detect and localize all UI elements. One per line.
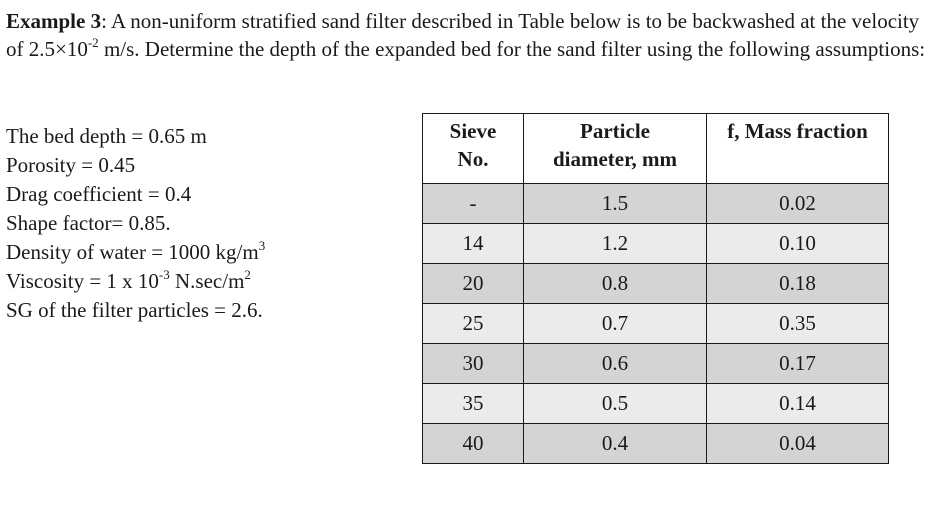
table-row xyxy=(423,384,889,424)
assumption-shape-factor: Shape factor= 0.85. xyxy=(6,211,171,235)
table-header-row xyxy=(423,114,889,184)
sieve-table xyxy=(422,113,889,464)
cell-diameter: 1.2 xyxy=(524,224,707,264)
header-sieve-no xyxy=(423,114,524,184)
cell-sieve: 35 xyxy=(423,384,524,424)
assumption-specific-gravity: SG of the filter particles = 2.6. xyxy=(6,298,263,322)
problem-text-a: : A non-uniform stratified sand filter described in Table below is to be backwashed at the velocity of 2.5×10 xyxy=(6,9,920,61)
header-diam-line1: Particle xyxy=(580,119,650,143)
table-row xyxy=(423,304,889,344)
cell-diameter: 0.6 xyxy=(524,344,707,384)
cell-sieve: 40 xyxy=(423,424,524,464)
cell-diameter: 0.7 xyxy=(524,304,707,344)
density-text: Density of water = 1000 kg/m xyxy=(6,240,259,264)
viscosity-text-a: Viscosity = 1 x 10 xyxy=(6,269,159,293)
table-row xyxy=(423,424,889,464)
header-sieve-line1: Sieve xyxy=(449,119,497,143)
assumption-porosity: Porosity = 0.45 xyxy=(6,153,136,177)
table-row xyxy=(423,184,889,224)
cell-sieve: 20 xyxy=(423,264,524,304)
cell-diameter: 0.8 xyxy=(524,264,707,304)
cell-sieve: 30 xyxy=(423,344,524,384)
cell-sieve: - xyxy=(423,184,524,224)
assumption-bed-depth: The bed depth = 0.65 m xyxy=(6,124,207,148)
example-label: Example 3 xyxy=(6,9,102,33)
cell-fraction: 0.18 xyxy=(707,264,889,304)
density-exponent: 3 xyxy=(258,238,266,253)
velocity-exponent: -2 xyxy=(87,35,99,50)
cell-diameter: 0.4 xyxy=(524,424,707,464)
header-mass-fraction: f, Mass fraction xyxy=(707,114,889,184)
cell-diameter: 0.5 xyxy=(524,384,707,424)
cell-fraction: 0.04 xyxy=(707,424,889,464)
assumptions-list xyxy=(6,122,406,325)
assumption-viscosity xyxy=(6,267,406,296)
problem-text-b: m/s. Determine the depth of the expanded bed for the sand filter using the following assumptions: xyxy=(98,37,926,61)
cell-fraction: 0.35 xyxy=(707,304,889,344)
header-diam-line2: diameter, mm xyxy=(552,147,678,171)
viscosity-exponent: -3 xyxy=(158,267,170,282)
table-row xyxy=(423,264,889,304)
header-sieve-line2: No. xyxy=(457,147,489,171)
assumption-drag: Drag coefficient = 0.4 xyxy=(6,182,192,206)
table-row xyxy=(423,344,889,384)
problem-statement xyxy=(6,7,936,63)
cell-sieve: 14 xyxy=(423,224,524,264)
cell-fraction: 0.17 xyxy=(707,344,889,384)
cell-diameter: 1.5 xyxy=(524,184,707,224)
viscosity-unit-exponent: 2 xyxy=(244,267,251,282)
viscosity-text-b: N.sec/m xyxy=(169,269,245,293)
table-row xyxy=(423,224,889,264)
header-particle-diameter xyxy=(524,114,707,184)
cell-fraction: 0.10 xyxy=(707,224,889,264)
cell-fraction: 0.14 xyxy=(707,384,889,424)
cell-sieve: 25 xyxy=(423,304,524,344)
assumption-density xyxy=(6,238,406,267)
cell-fraction: 0.02 xyxy=(707,184,889,224)
